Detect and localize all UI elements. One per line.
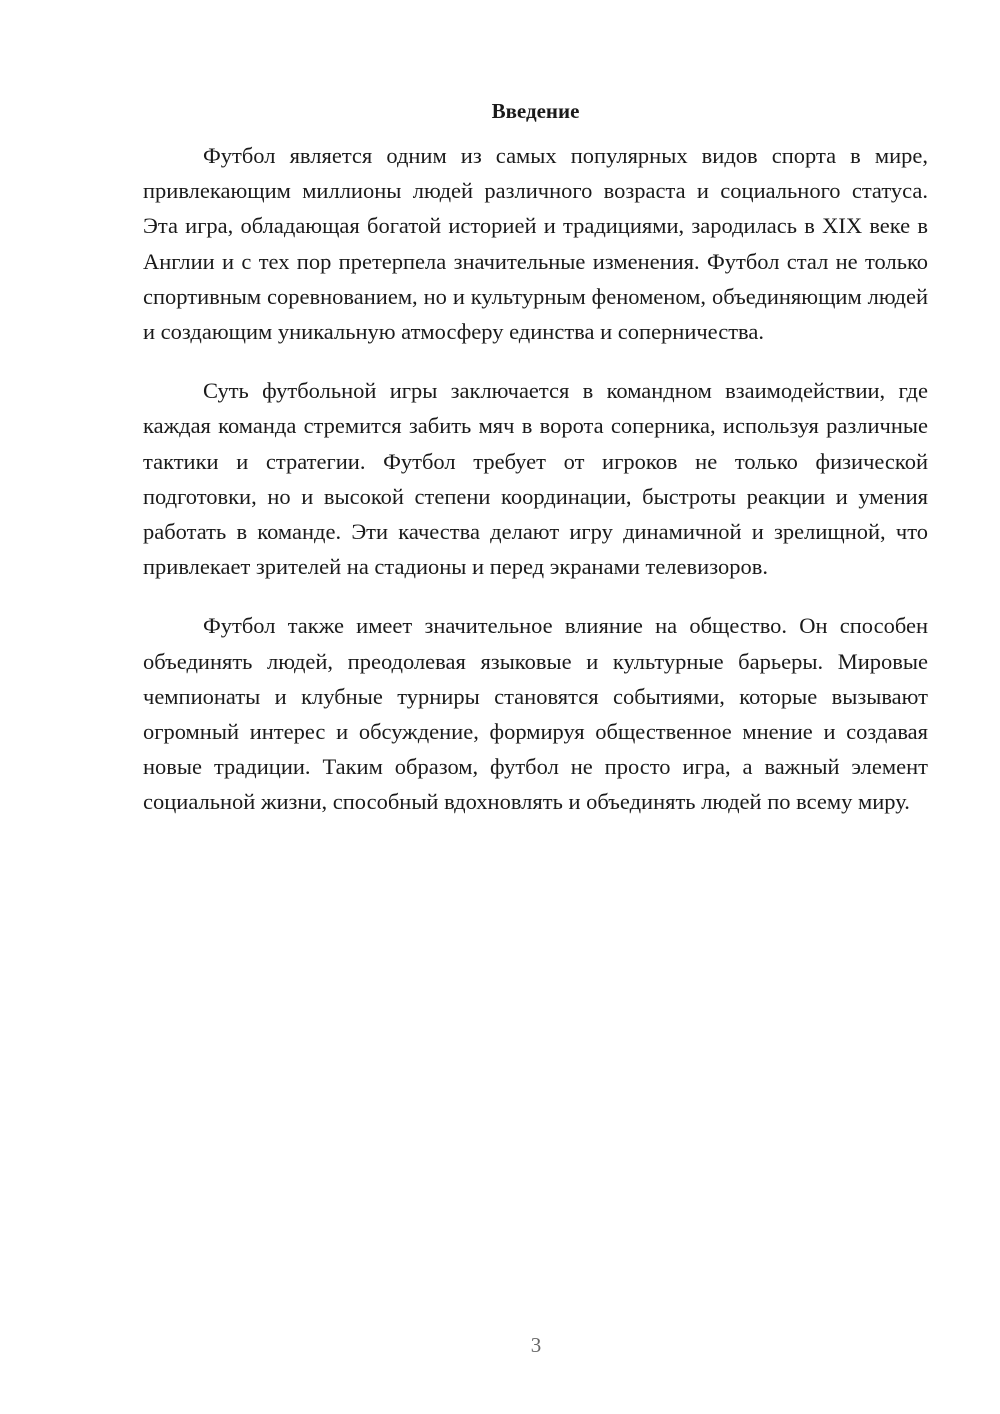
paragraph-1: Футбол является одним из самых популярных видов спорта в мире, привлекающим миллионы людей различного возраста и социального статуса. Эта игра, обладающая богатой историей и традициями, зародилась в XIX веке в Англии и с тех пор претерпела значительные изменения. Футбол стал не только спортивным соревнованием, но и культурным феноменом, объединяющим людей и создающим уникальную атмосферу единства и соперничества. <box>143 143 928 345</box>
section-title: Введение <box>491 99 580 123</box>
page-content <box>143 96 928 844</box>
paragraph-2: Суть футбольной игры заключается в командном взаимодействии, где каждая команда стремится забить мяч в ворота соперника, используя различные тактики и стратегии. Футбол требует от игроков не только физической подготовки, но и высокой степени координации, быстроты реакции и умения работать в команде. Эти качества делают игру динамичной и зрелищной, что привлекает зрителей на стадионы и перед экранами телевизоров. <box>143 378 928 580</box>
page-number: 3 <box>530 1333 542 1357</box>
paragraph-3: Футбол также имеет значительное влияние на общество. Он способен объединять людей, преодолевая языковые и культурные барьеры. Мировые чемпионаты и клубные турниры становятся событиями, которые вызывают огромный интерес и обсуждение, формируя общественное мнение и создавая новые традиции. Таким образом, футбол не просто игра, а важный элемент социальной жизни, способный вдохновлять и объединять людей по всему миру. <box>143 613 928 815</box>
